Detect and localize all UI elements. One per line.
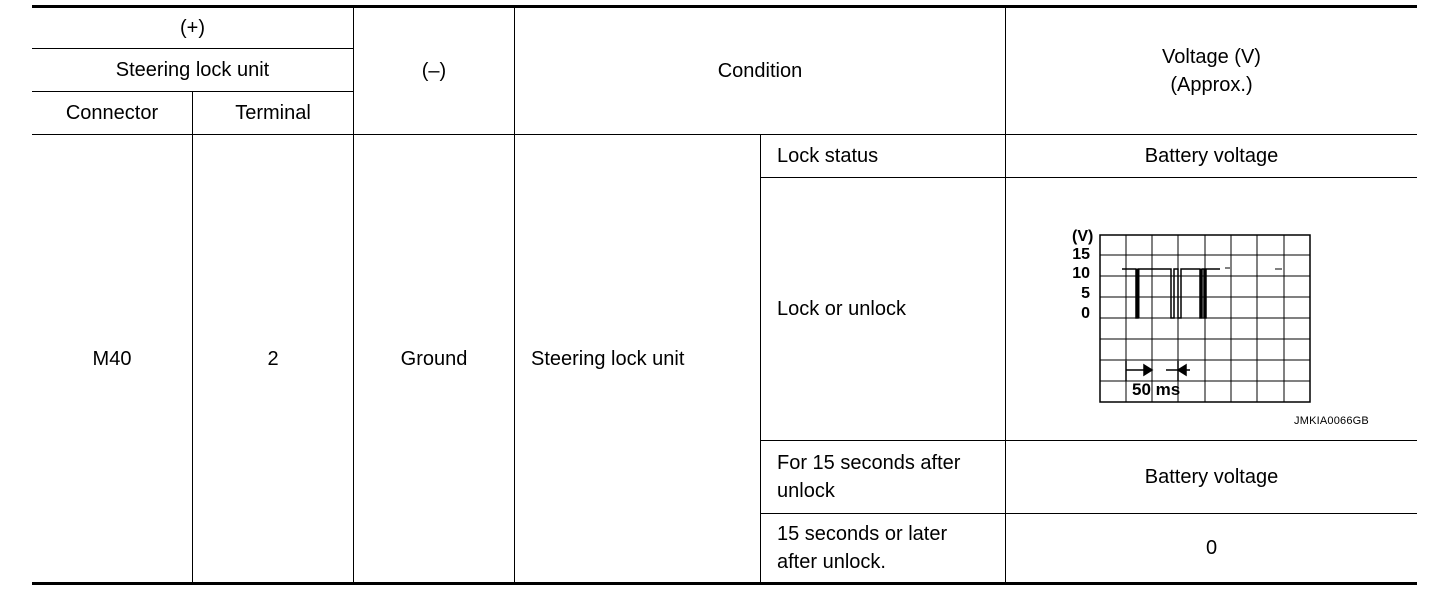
header-unit: Steering lock unit [115,59,270,81]
header-terminal: Terminal [235,102,311,124]
condition-lock-unlock: Lock or unlock [777,298,906,320]
header-voltage-line2: (Approx.) [1170,74,1253,96]
waveform-figure [1070,215,1330,415]
condition-15s-after-line1: For 15 seconds after [777,452,961,474]
condition-15s-after [761,441,1005,513]
condition-15s-later-line1: 15 seconds or later [777,523,948,545]
ground-value: Ground [400,347,468,370]
header-condition: Condition [717,60,803,82]
waveform-timebase: 50 ms [1132,380,1181,399]
terminal-value: 2 [267,347,279,370]
header-connector: Connector [65,102,159,124]
terminal-table [32,5,1417,585]
figure-code: JMKIA0066GB [1294,415,1369,427]
condition-15s-later [761,514,1005,582]
header-voltage-line1: Voltage (V) [1162,46,1261,68]
header-voltage [1006,8,1417,134]
waveform-tick-15: 15 [1072,246,1090,263]
voltage-15s-after: Battery voltage [1144,466,1279,488]
header-minus: (–) [421,60,447,82]
timebase-marker [1126,361,1190,381]
waveform-tick-0: 0 [1081,305,1090,322]
voltage-15s-later: 0 [1205,537,1218,559]
connector-value: M40 [92,347,132,370]
condition-main: Steering lock unit [531,347,685,370]
condition-lock-status: Lock status [777,145,879,167]
voltage-lock-status: Battery voltage [1144,145,1279,167]
condition-15s-after-line2: unlock [777,480,835,502]
header-plus: (+) [180,17,205,39]
waveform-tick-10: 10 [1072,265,1090,282]
condition-15s-later-line2: after unlock. [777,551,886,573]
table-bottom-border [32,582,1417,585]
waveform-unit: (V) [1072,228,1094,245]
waveform-tick-5: 5 [1081,285,1090,302]
